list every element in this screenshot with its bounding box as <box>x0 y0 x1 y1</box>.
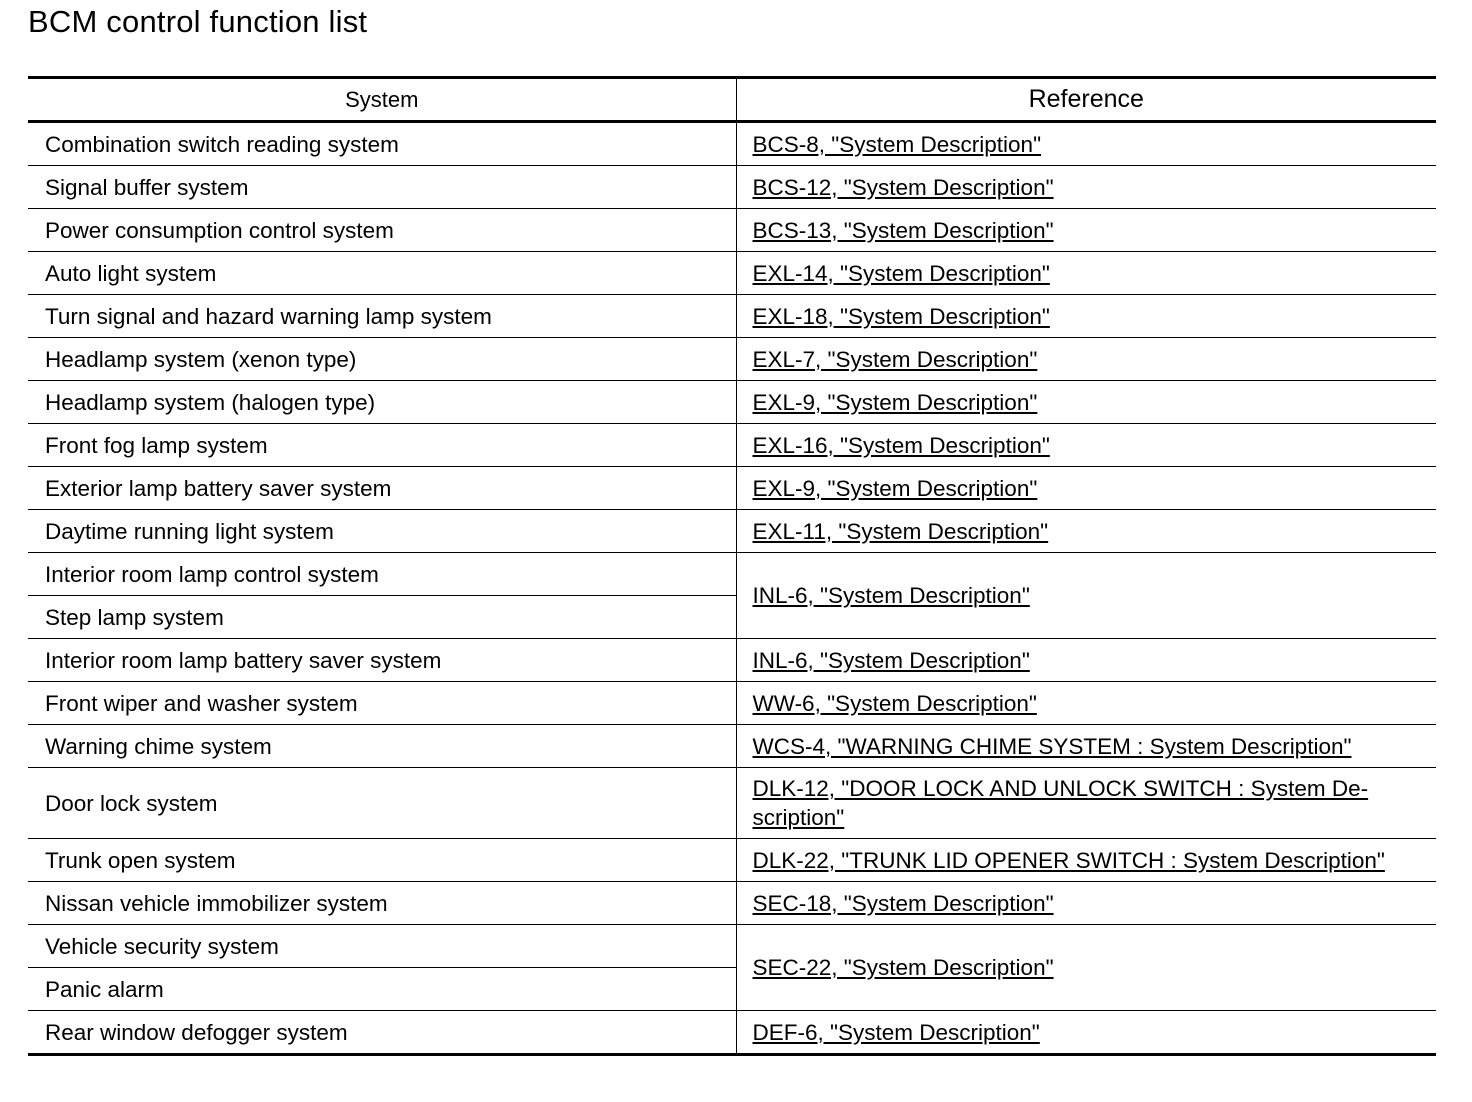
reference-link[interactable]: WCS-4, "WARNING CHIME SYSTEM : System Description" <box>752 733 1352 759</box>
system-cell: Trunk open system <box>28 839 736 882</box>
reference-cell <box>736 925 1436 1011</box>
table-row <box>28 682 1436 725</box>
reference-link[interactable]: WW-6, "System Description" <box>752 690 1037 716</box>
reference-cell <box>736 122 1436 166</box>
system-cell: Exterior lamp battery saver system <box>28 467 736 510</box>
table-row <box>28 553 1436 596</box>
system-cell: Vehicle security system <box>28 925 736 968</box>
system-cell: Rear window defogger system <box>28 1011 736 1055</box>
system-cell: Headlamp system (xenon type) <box>28 338 736 381</box>
reference-link[interactable]: EXL-16, "System Description" <box>752 432 1050 458</box>
reference-cell <box>736 338 1436 381</box>
bcm-function-table <box>28 76 1436 1056</box>
system-cell: Combination switch reading system <box>45 131 399 157</box>
reference-link[interactable]: SEC-22, "System Description" <box>752 955 1054 980</box>
table-row <box>28 1011 1436 1055</box>
reference-cell <box>736 725 1436 768</box>
system-cell: Signal buffer system <box>28 166 736 209</box>
system-cell: Turn signal and hazard warning lamp system <box>28 295 736 338</box>
header-system: System <box>345 86 419 112</box>
table-row <box>28 467 1436 510</box>
system-cell: Door lock system <box>28 768 736 839</box>
reference-cell <box>736 682 1436 725</box>
system-cell: Daytime running light system <box>28 510 736 553</box>
reference-cell <box>736 467 1436 510</box>
reference-link[interactable]: EXL-18, "System Description" <box>752 303 1050 329</box>
table-row <box>28 882 1436 925</box>
reference-link[interactable]: EXL-11, "System Description" <box>752 518 1049 544</box>
reference-cell <box>736 553 1436 639</box>
reference-link[interactable]: EXL-9, "System Description" <box>752 389 1038 415</box>
reference-cell <box>736 510 1436 553</box>
table-row <box>28 639 1436 682</box>
reference-cell <box>736 424 1436 467</box>
reference-cell <box>736 1011 1436 1055</box>
reference-link[interactable]: BCS-8, "System Description" <box>752 131 1042 157</box>
system-cell: Interior room lamp control system <box>28 553 736 596</box>
system-cell: Auto light system <box>28 252 736 295</box>
table-row <box>28 839 1436 882</box>
reference-link[interactable]: SEC-18, "System Description" <box>752 890 1054 916</box>
system-cell: Headlamp system (halogen type) <box>28 381 736 424</box>
reference-link[interactable]: INL-6, "System Description" <box>752 647 1030 673</box>
reference-cell <box>736 209 1436 252</box>
system-cell: Step lamp system <box>28 596 736 639</box>
system-cell: Panic alarm <box>28 968 736 1011</box>
reference-cell <box>736 839 1436 882</box>
table-row <box>28 166 1436 209</box>
page-title: BCM control function list <box>28 4 368 39</box>
system-cell: Warning chime system <box>28 725 736 768</box>
system-cell: Front fog lamp system <box>28 424 736 467</box>
reference-link[interactable]: EXL-7, "System Description" <box>752 346 1038 372</box>
system-cell: Power consumption control system <box>28 209 736 252</box>
table-row <box>28 925 1436 968</box>
table-row <box>28 510 1436 553</box>
table-row <box>28 381 1436 424</box>
reference-cell <box>736 639 1436 682</box>
reference-link[interactable]: EXL-9, "System Description" <box>752 475 1038 501</box>
reference-link[interactable]: DLK-22, "TRUNK LID OPENER SWITCH : System Description" <box>752 847 1385 873</box>
system-cell: Interior room lamp battery saver system <box>28 639 736 682</box>
table-header-row <box>28 78 1436 122</box>
system-cell: Nissan vehicle immobilizer system <box>28 882 736 925</box>
reference-link[interactable]: DLK-12, "DOOR LOCK AND UNLOCK SWITCH : System De-scription" <box>752 776 1369 830</box>
table-row <box>28 338 1436 381</box>
table-row <box>28 209 1436 252</box>
table-row <box>28 252 1436 295</box>
table-row <box>28 768 1436 839</box>
table-row <box>28 295 1436 338</box>
reference-cell <box>736 166 1436 209</box>
reference-cell <box>736 381 1436 424</box>
table-row <box>28 725 1436 768</box>
system-cell: Front wiper and washer system <box>28 682 736 725</box>
reference-link[interactable]: EXL-14, "System Description" <box>752 260 1050 286</box>
table-row <box>28 122 1436 166</box>
reference-link[interactable]: DEF-6, "System Description" <box>752 1019 1040 1045</box>
reference-link[interactable]: BCS-13, "System Description" <box>752 217 1054 243</box>
reference-cell <box>736 295 1436 338</box>
reference-cell <box>736 768 1436 839</box>
reference-cell <box>736 882 1436 925</box>
header-reference: Reference <box>736 78 1436 122</box>
table-row <box>28 424 1436 467</box>
reference-cell <box>736 252 1436 295</box>
reference-link[interactable]: INL-6, "System Description" <box>752 583 1030 608</box>
reference-link[interactable]: BCS-12, "System Description" <box>752 174 1054 200</box>
